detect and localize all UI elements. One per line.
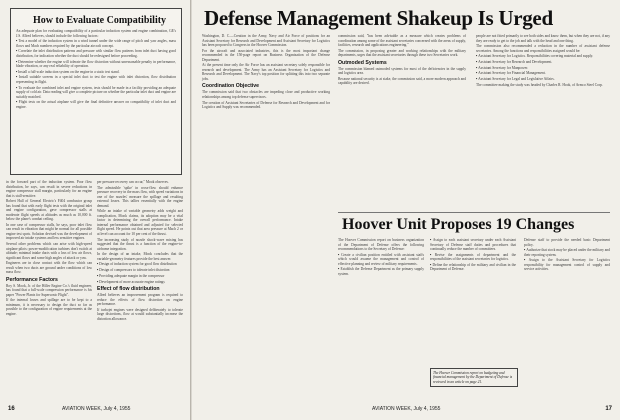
list-item: • Revise the assignments of department and the responsibilities of the assistant secretaries for logistics.	[430, 253, 516, 262]
sub-column-1	[338, 238, 424, 278]
paragraph: Robert Hall of General Electric's F404 combustor group has found that with early flight tests with the original inlet and engine configuration, gave compressor stalls at moderate flight speeds at altitudes as much as 10,000 ft. below the plane's combat ceiling.	[6, 199, 92, 222]
left-column-1	[6, 180, 92, 318]
paragraph: In the design of an intake, Mook concludes that the variable-geometry features provide the best answer.	[97, 252, 183, 261]
list-item: • Establish the Defense Department as the primary supply system.	[338, 267, 424, 276]
paragraph: Allred believes an improvement program is required to reduce the effects of flow distortion on engine performance.	[97, 293, 183, 306]
list-item: • Assign to each assistant secretary under each Assistant Secretary of Defense staff duties and procedures that continually reduce the number of committees.	[430, 238, 516, 252]
sidebar-point: • Flight tests on the actual airplane will give the final definitive answer on compatibility of inlet duct and engine.	[16, 100, 176, 109]
paragraph: The committee making the study was headed by Charles R. Hook, of Armco Steel Corp.	[476, 82, 603, 87]
paragraph: In one case of compressor stalls, he says, poor inlet flow can result in vibration that might be normal for all possible engine test spots. Solution devised was the development of improved air intake systems and less sensitive engines.	[6, 222, 92, 241]
paragraph: commission said, "has been advisable as a measure which creates problems of coordination among some of the assistant secretaries concerned with the areas of supply, facilities, research and applications engineering."	[338, 34, 466, 47]
paragraph: At the present time only the Air Force has an assistant secretary solely responsible for research and development. The Army has an Assistant Secretary for Logistics and Research and Development. The Navy's top position for splitting this into two separate jobs.	[202, 63, 330, 81]
compatibility-sidebar-box	[10, 8, 182, 175]
sidebar-point: • Install suitable screens in a special inlet duct to test the engine with inlet distortion, flow distribution representing in flight.	[16, 75, 176, 84]
left-page	[0, 0, 191, 420]
paragraph: The commission blamed outmoded systems for most of the deficiencies in the supply and logistics area.	[338, 66, 466, 76]
list-item: • Assistant Secretary for Financial Management.	[476, 71, 610, 76]
right-page	[192, 0, 620, 420]
paragraph: The creation of Assistant Secretaries of Defense for Research and Development and for Logistics and Supply was recommended.	[202, 100, 330, 110]
paragraph: Defense staff to provide the needed basic Department policy.	[524, 238, 610, 247]
paragraph: If the internal losses and spillage are to be kept to a minimum, it is necessary to design the duct so far as possible to the configuration of engine requirements at the engine.	[6, 298, 92, 316]
main-headline: Defense Management Shakeup Is Urged	[204, 6, 553, 30]
sidebar-title: How to Evaluate Compatibility	[33, 15, 167, 26]
paragraph: For the aircraft and associated industries, this is the most important change recommended in the 150-page report on Business Organization of the Defense Department.	[202, 48, 330, 62]
sidebar-intro: An adequate plan for evaluating compatibility of a particular induction system and engine combination, GE's J.S. Allred believes, should include the following factors:	[16, 29, 176, 38]
paragraph: The commission also recommended a reduction in the number of assistant defense secretaries. Among the functions and responsibilities assigned would be:	[476, 44, 610, 53]
page-footer: AVIATION WEEK, July 4, 1955	[62, 406, 131, 412]
list-item: • Authorize that stock may be placed under the military and their reporting system.	[524, 248, 610, 257]
sidebar-point: • To evaluate the combined inlet and engine system, tests should be made in a facility providing an adequate supply of cold air. Data reading will give a complete picture on whether the particular inlet duct and engine are suitably matched.	[16, 86, 176, 100]
list-item: • Assistant Secretary for Logistics. Responsibilities covering material and supply.	[476, 54, 610, 59]
sidebar-body	[16, 29, 176, 111]
subhead-outmoded-systems: Outmoded Systems	[338, 59, 387, 66]
sub-column-3	[524, 238, 610, 273]
list-item: • Create a civilian position entitled with assistant staffs which would assume the management and control of effective planning and review of military requirements.	[338, 253, 424, 267]
paragraph: While an intake of variable geometry adds weight and complication, Mook claims, its adoption may be a vital factor in determining the overall performance. Intake internal performance obtained and adjusted for selected flight speed. He points out that area pressure at Mach 2 or at level can account for 10 per cent of the thrust.	[97, 209, 183, 236]
paragraph: The admissible 'spike' in cross-flow should enhance pressure recovery in the mass flow, with speed variations in one of the nozzles' measure the spillage and resulting external losses. This tallies essentially with the engine demand.	[97, 185, 183, 208]
subhead-performance-factors: Performance Factors	[6, 276, 58, 283]
sidebar-point: • Test a model of the induction system in a wind tunnel under the wide range of pitch and yaw angles, mass flows and Mach numbers required by the particular aircraft concept.	[16, 39, 176, 48]
sidebar-point: • Determine whether the engine will tolerate the flow distortion without unreasonable penalty in performance, blade vibration, or any real reliability of operation.	[16, 60, 176, 69]
right-column-1	[202, 34, 330, 111]
sidebar-point: • Correlate the inlet distribution patterns and pressure with similar flow patterns from inlet duct having good distribution, for indication whether the duct should be redesigned before proceeding.	[16, 49, 176, 58]
list-item: • Design of induction system for good flow distribution	[97, 262, 183, 267]
sub-column-2	[430, 238, 516, 273]
paragraph: per pressure recovery can occur," Mook observes.	[97, 180, 169, 184]
list-item: • Assistant Secretary for Legal and Legislative Affairs.	[476, 77, 610, 82]
paragraph: Several other problems which can arise with high-speed airplane pilots: power-modification turbines don't switch at altitude; minimal intake ducts with a loss of low air flows, significant flows and some high angles of attack or yaw.	[6, 242, 92, 260]
list-item: • Assign to the Assistant Secretary for Logistics responsibility for management control of supply and service activities.	[524, 258, 610, 272]
paragraph: Because national security is at stake, the commission said, a more modern approach and capability are desired.	[338, 76, 466, 86]
section-divider	[338, 212, 610, 213]
list-item: • Design of compressors to tolerate inlet distortion	[97, 268, 183, 273]
paragraph: The commission, in proposing greater and working relationships with the military departments, urges that the assistant secretaries through these two Secretaries work.	[338, 48, 466, 58]
crossref-note-box: The Hoover Commission report on budgeting and financial management by the Department of Defense is reviewed in an article on page 21.	[430, 368, 518, 387]
list-item: • Assistant Secretary for Manpower.	[476, 66, 610, 71]
left-column-2	[97, 180, 183, 322]
subhead-coordination: Coordination Objective	[202, 83, 260, 90]
list-item: • Assistant Secretary for Research and Development.	[476, 60, 610, 65]
list-item: • Development of more accurate engine ratings	[97, 280, 183, 285]
page-footer: AVIATION WEEK, July 4, 1955	[372, 406, 441, 412]
paragraph: The increasing study of nozzle shock-wave mixing has suggested that the thrust is a function of the engine-to-airframe integration.	[97, 237, 183, 251]
page-number: 16	[8, 406, 15, 412]
subhead-flow-distribution: Effect of flow distribution	[97, 286, 160, 292]
sidebar-point: • Install a full-scale induction system on the engine in a static test stand.	[16, 70, 176, 75]
paragraph: If turbojet engines were designed deliberately to tolerate large distortions, flow at would substantially increase the distortion allowance.	[97, 307, 183, 321]
paragraph: Roy S. Mook, Jr. of the Hiller Engine Co.'s fluid engineer, has found that a full-scale compression performance is his paper "Power Plants for Supersonic Flight".	[6, 283, 92, 297]
right-column-3	[476, 34, 610, 89]
list-item: • Define the relationship of the military and civilian in the Department of Defense.	[430, 263, 516, 272]
paragraph: Engineers are in close contact with the flow which can result when two ducts are ground under conditions of low mass flow.	[6, 261, 92, 275]
right-column-2	[338, 34, 466, 87]
page-number: 17	[605, 406, 612, 412]
paragraph: Washington, D. C.—Creation in the Army, Navy and Air Force of positions for an Assistant Secretary for Research and Development and Assistant Secretary for Logistics has been proposed to Congress in the Hoover Commission.	[202, 34, 330, 47]
list-item: • Providing adequate margin in the compressor	[97, 274, 183, 279]
paragraph: The Hoover Commission report on business organization of the Department of Defense offers the following recommendations to the Secretary of Defense:	[338, 238, 424, 251]
paragraph: people are not fitted primarily to see both sides and know them, but when they are not, if any they are ready to get to the job and talk with the head and one thing.	[476, 34, 610, 43]
paragraph: The commission said that two obstacles are impeding close and productive working relationships among top defense supervisors.	[202, 90, 330, 99]
paragraph: in the forward part of the induction system. Poor flow distribution, he says, can result in severe reductions in engine compressor stall margin, particularly for an engine that is stall-sensitive.	[6, 180, 92, 198]
subheadline: Hoover Unit Proposes 19 Changes	[342, 216, 575, 233]
